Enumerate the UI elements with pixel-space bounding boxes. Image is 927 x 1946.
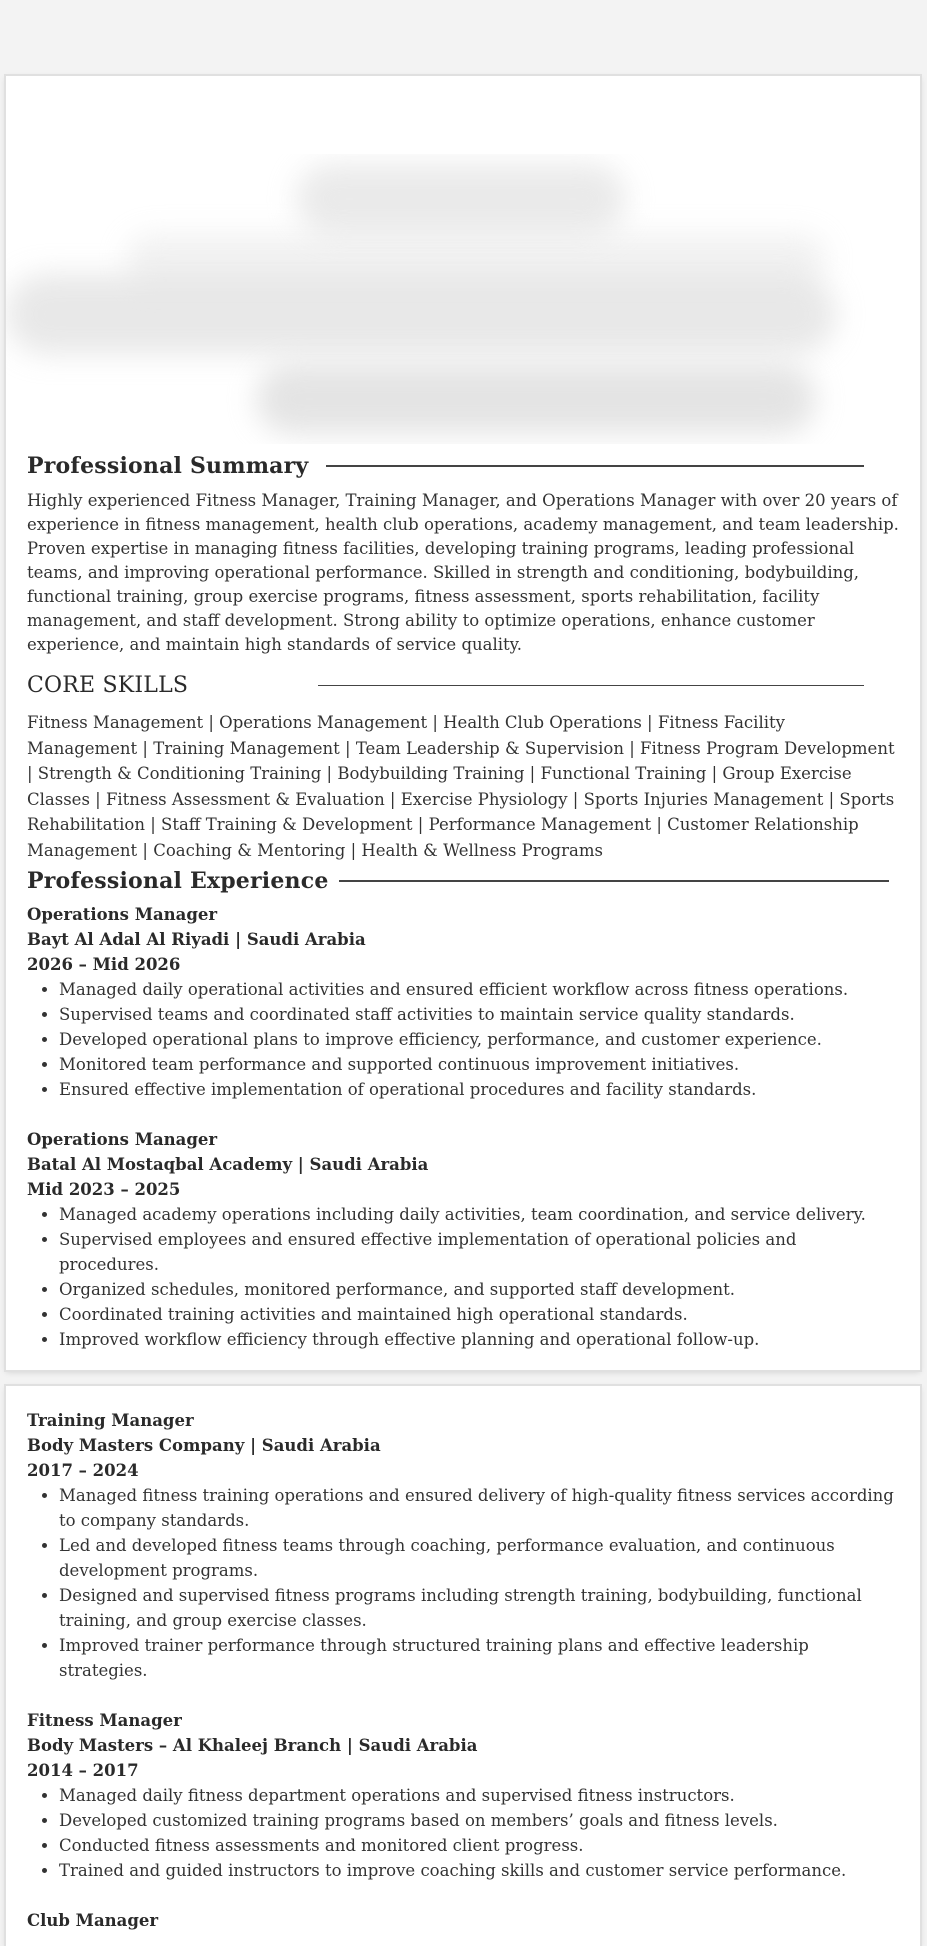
job-bullet: • Developed customized training programs based on members’ goals and fitness levels. (59, 1808, 899, 1833)
job-dates: 2017 – 2024 (27, 1461, 139, 1480)
job-bullet: • Improved trainer performance through structured training plans and effective leadership strategies. (59, 1633, 899, 1683)
section-divider (326, 465, 864, 467)
job-role: Training Manager (27, 1411, 194, 1430)
experience-heading: Professional Experience (27, 868, 329, 894)
job-company: Body Masters – Al Khaleej Branch | Saudi Arabia (27, 1736, 478, 1755)
job-dates: 2014 – 2017 (27, 1761, 139, 1780)
job-bullet: • Managed fitness training operations and ensured delivery of high-quality fitness services according to company standards. (59, 1483, 899, 1533)
job-bullet: • Monitored team performance and supported continuous improvement initiatives. (59, 1052, 899, 1077)
job-bullet: • Developed operational plans to improve efficiency, performance, and customer experience. (59, 1027, 899, 1052)
job-bullet: • Conducted fitness assessments and monitored client progress. (59, 1833, 899, 1858)
job-entry (27, 902, 899, 1102)
skills-section (27, 673, 899, 863)
job-entry (27, 1127, 899, 1352)
job-bullet: • Organized schedules, monitored performance, and supported staff development. (59, 1277, 899, 1302)
summary-section (27, 453, 899, 657)
job-company: Bayt Al Adal Al Riyadi | Saudi Arabia (27, 930, 366, 949)
experience-continued (27, 1408, 899, 1933)
job-entry (27, 1408, 899, 1683)
job-bullets (27, 977, 899, 1102)
job-entry (27, 1708, 899, 1883)
job-bullet: • Coordinated training activities and maintained high operational standards. (59, 1302, 899, 1327)
job-bullet: • Managed daily operational activities and ensured efficient workflow across fitness operations. (59, 977, 899, 1002)
experience-heading-row (27, 868, 899, 894)
job-bullets (27, 1783, 899, 1883)
job-bullet: • Managed academy operations including daily activities, team coordination, and service delivery. (59, 1202, 899, 1227)
job-role: Operations Manager (27, 1130, 218, 1149)
redacted-header (6, 154, 920, 444)
job-bullet: • Ensured effective implementation of operational procedures and facility standards. (59, 1077, 899, 1102)
skills-heading-row (27, 673, 899, 698)
job-entry (27, 1908, 899, 1933)
job-role: Operations Manager (27, 905, 218, 924)
summary-text: Highly experienced Fitness Manager, Training Manager, and Operations Manager with over 20 years of experience in fitness management, health club operations, academy management, and team leadership. Proven expertise in managing fitness facilities, developing training programs, leading professional teams, and improving operational performance. Skilled in strength and conditioning, bodybuilding, functional training, group exercise programs, fitness assessment, sports rehabilitation, facility management, and staff development. Strong ability to optimize operations, enhance customer experience, and maintain high standards of service quality. (27, 491, 899, 654)
job-dates: 2026 – Mid 2026 (27, 955, 181, 974)
job-role: Club Manager (27, 1911, 159, 1930)
section-divider (339, 880, 889, 882)
job-company: Body Masters Company | Saudi Arabia (27, 1436, 381, 1455)
experience-section (27, 868, 899, 1352)
skills-heading: CORE SKILLS (27, 673, 189, 698)
summary-heading: Professional Summary (27, 453, 309, 479)
job-dates: Mid 2023 – 2025 (27, 1180, 181, 1199)
job-bullet: • Improved workflow efficiency through effective planning and operational follow-up. (59, 1327, 899, 1352)
job-bullet: • Supervised teams and coordinated staff activities to maintain service quality standards. (59, 1002, 899, 1027)
job-bullets (27, 1202, 899, 1352)
job-bullet: • Managed daily fitness department operations and supervised fitness instructors. (59, 1783, 899, 1808)
resume-page-1 (6, 76, 920, 1370)
summary-heading-row (27, 453, 899, 479)
job-company: Batal Al Mostaqbal Academy | Saudi Arabia (27, 1155, 429, 1174)
section-divider (318, 685, 864, 686)
job-bullet: • Trained and guided instructors to improve coaching skills and customer service performance. (59, 1858, 899, 1883)
resume-page-2 (6, 1386, 920, 1946)
skills-text: Fitness Management | Operations Management | Health Club Operations | Fitness Facility Management | Training Management | Team Leadership & Supervision | Fitness Program Development | Strength & Conditioning Training | Bodybuilding Training | Functional Training | Group Exercise Classes | Fitness Assessment & Evaluation | Exercise Physiology | Sports Injuries Management | Sports Rehabilitation | Staff Training & Development | Performance Management | Customer Relationship Management | Coaching & Mentoring | Health & Wellness Programs (27, 713, 895, 860)
job-bullet: • Designed and supervised fitness programs including strength training, bodybuilding, functional training, and group exercise classes. (59, 1583, 899, 1633)
job-bullets (27, 1483, 899, 1683)
job-role: Fitness Manager (27, 1711, 182, 1730)
job-bullet: • Supervised employees and ensured effective implementation of operational policies and procedures. (59, 1227, 899, 1277)
job-bullet: • Led and developed fitness teams through coaching, performance evaluation, and continuous development programs. (59, 1533, 899, 1583)
